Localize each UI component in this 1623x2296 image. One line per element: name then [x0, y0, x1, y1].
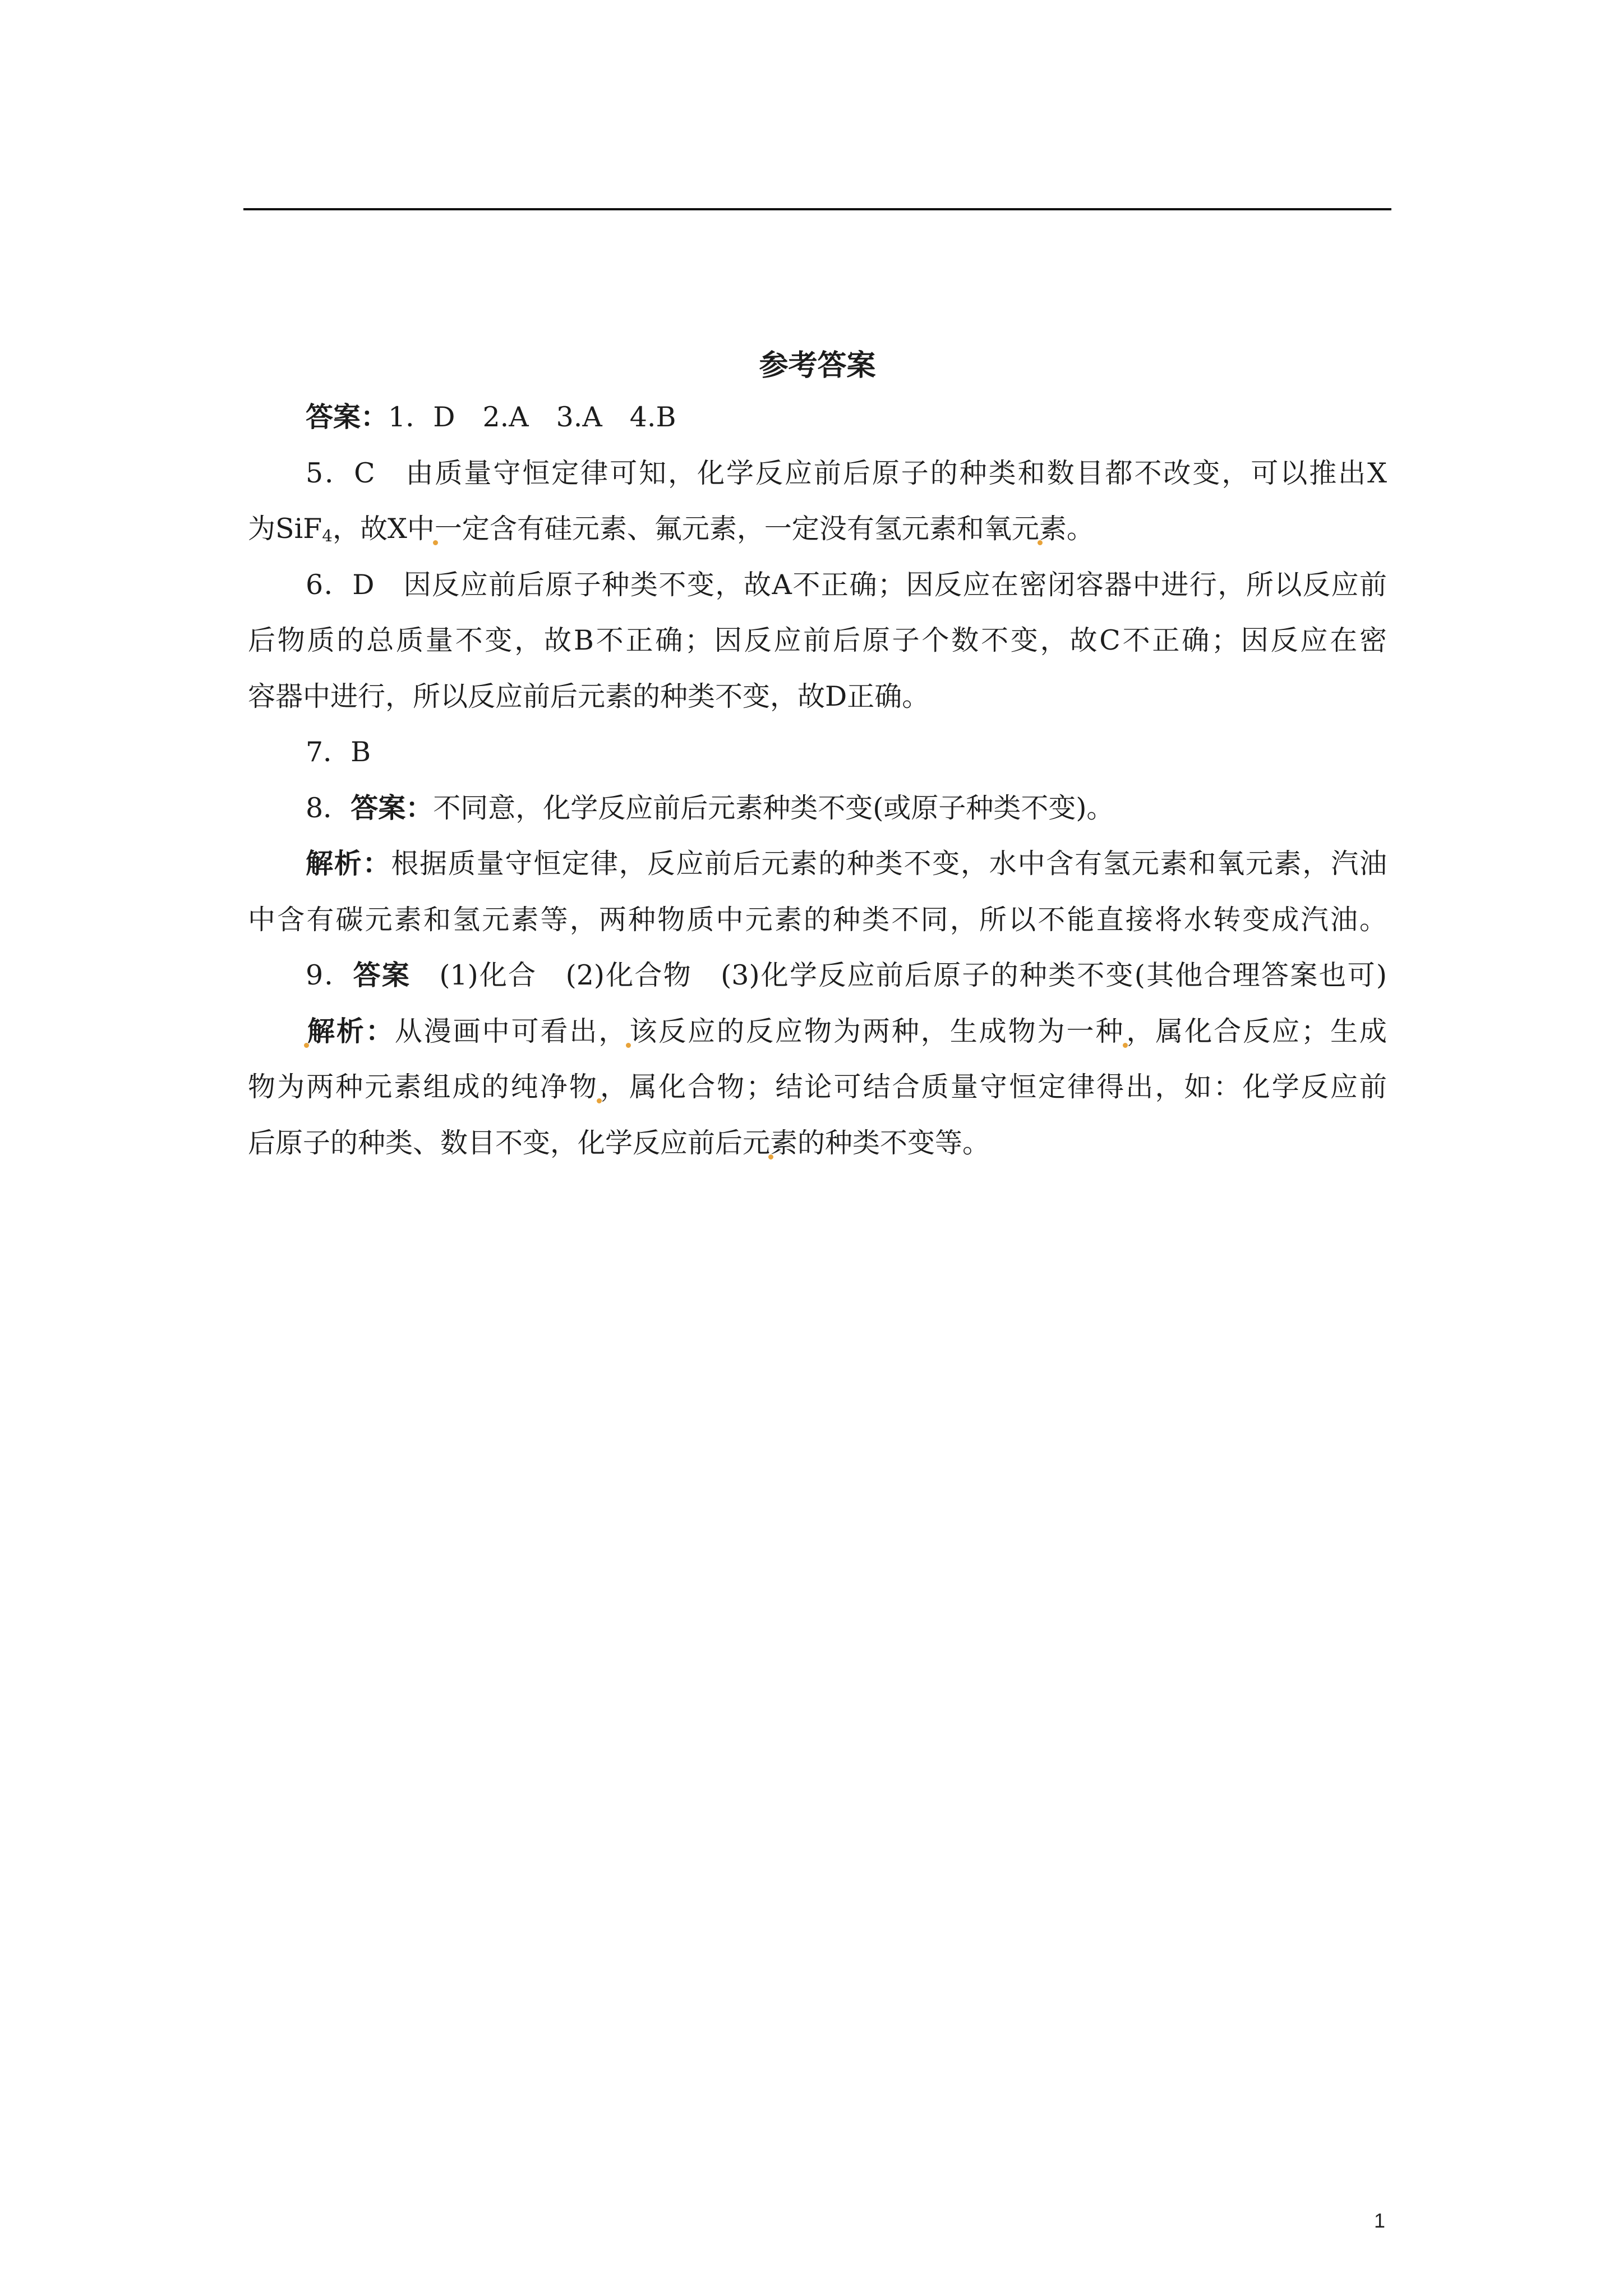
answer-text: 素。	[1039, 513, 1094, 545]
answer-text: 6．D 因反应前后原子种类不变，故A不正确；因反应在密闭容器中进行，所以反应前	[306, 568, 1387, 601]
subscript: 4	[322, 526, 333, 545]
answer-line	[248, 892, 1387, 948]
answer-line	[248, 557, 1387, 613]
answer-label: 答案：	[351, 791, 434, 824]
answer-text: 不同意，化学反应前后元素种类不变(或原子种类不变)。	[433, 792, 1114, 824]
answer-line	[248, 669, 1387, 725]
answer-line	[248, 947, 1387, 1004]
answer-text: 后原子的种类、数目不变，化学反应前后元	[248, 1126, 771, 1159]
answer-text: (1)化合 (2)化合物 (3)化学反应前后原子的种类不变(其他合理答案也可)	[411, 959, 1387, 991]
answer-text: 从漫画中可看出，	[394, 1015, 628, 1047]
answer-text: ，故X中	[332, 513, 435, 545]
answer-text: 一定含有硅元素、氟元素，一定没有氢元素和氧元	[434, 513, 1039, 545]
answer-line	[248, 724, 1387, 780]
page-number: 1	[1373, 2209, 1386, 2232]
answer-text: 该反应的反应物为两种，生成物为一种	[628, 1015, 1125, 1047]
answer-line	[248, 780, 1387, 836]
answer-text: ，属化合物；结论可结合质量守恒定律得出，如：化学反应前	[598, 1071, 1387, 1103]
question-number: 8．	[306, 792, 351, 824]
answer-label: 答案	[353, 959, 411, 991]
answer-text: 素的种类不变等。	[770, 1126, 990, 1159]
answer-text: ，属化合反应；生成	[1124, 1015, 1387, 1047]
answer-line	[248, 613, 1387, 669]
answer-text: 根据质量守恒定律，反应前后元素的种类不变，水中含有氢元素和氧元素，汽油	[391, 848, 1387, 880]
answer-text: 7．B	[306, 736, 371, 768]
answer-line	[248, 1115, 1387, 1171]
answer-line	[248, 389, 1387, 445]
analysis-label: 解析：	[306, 847, 391, 880]
answer-text: 为SiF	[248, 513, 322, 545]
analysis-label: 解析：	[306, 1014, 395, 1047]
answer-line	[248, 836, 1387, 892]
answer-text: 中含有碳元素和氢元素等，两种物质中元素的种类不同，所以不能直接将水转变成汽油。	[248, 903, 1387, 936]
answer-text: 5．C 由质量守恒定律可知，化学反应前后原子的种类和数目都不改变，可以推出X	[306, 457, 1387, 489]
answer-line	[248, 445, 1387, 501]
question-number: 9．	[306, 959, 353, 991]
page-title: 参考答案	[759, 348, 876, 383]
answer-line	[248, 501, 1387, 557]
answer-text: 物为两种元素组成的纯净物	[248, 1071, 598, 1103]
answer-text: 1．D 2.A 3.A 4.B	[388, 401, 676, 433]
answer-body	[248, 389, 1387, 1171]
answer-text: 后物质的总质量不变，故B不正确；因反应前后原子个数不变，故C不正确；因反应在密	[248, 624, 1387, 656]
answer-text: 容器中进行，所以反应前后元素的种类不变，故D正确。	[248, 680, 930, 712]
answer-label: 答案：	[306, 401, 389, 433]
answer-line	[248, 1059, 1387, 1115]
header-rule	[243, 208, 1391, 210]
answer-line	[248, 1004, 1387, 1060]
